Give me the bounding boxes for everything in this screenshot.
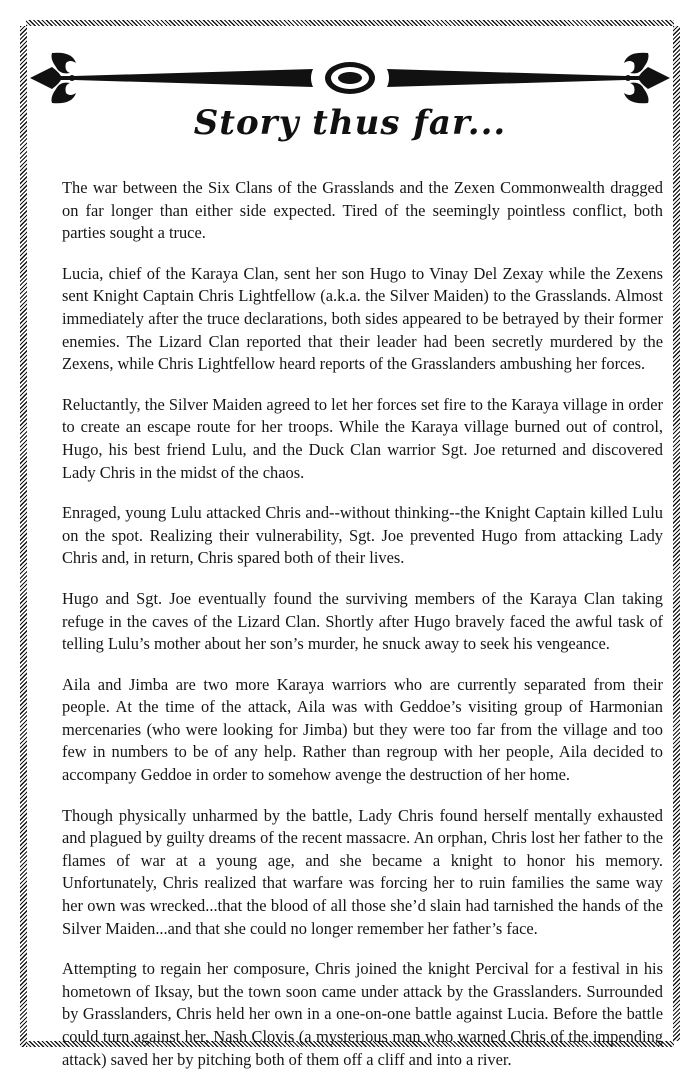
paragraph: Though physically unharmed by the battle, Lady Chris found herself mentally exhausted and plagued by guilty dreams of the recent massacre. An orphan, Chris lost her father to the flames of war at a young age, and she became a knight to honor his memory. Unfortunately, Chris realized that warfare was forcing her to ruin families the same way her own was wrecked...that the blood of all those she’d slain had tarnished the hands of the Silver Maiden...and that she could no longer remember her father’s face. bbox=[62, 805, 663, 938]
border-top bbox=[26, 20, 674, 26]
right-blade bbox=[387, 69, 626, 87]
page-title: Story thus far... bbox=[193, 103, 507, 143]
paragraph: Hugo and Sgt. Joe eventually found the surviving members of the Karaya Clan taking refuge in the caves of the Lizard Clan. Shortly after Hugo bravely faced the awful task of telling Lulu’s mother about her son’s murder, he snuck away to seek his vengeance. bbox=[62, 588, 663, 654]
left-fleur-tip bbox=[30, 67, 62, 89]
paragraph: Aila and Jimba are two more Karaya warriors who are currently separated from their people. At the time of the attack, Aila was with Geddoe’s visiting group of Harmonian mercenaries (who were looking for Jimba) but they were too far from the village and too few in numbers to be of any help. Rather than regroup with her people, Aila decided to accompany Geddoe in order to somehow avenge the destruction of her home. bbox=[62, 674, 663, 785]
border-right bbox=[673, 26, 680, 1041]
paragraph: Enraged, young Lulu attacked Chris and--without thinking--the Knight Captain killed Lulu on the spot. Realizing their vulnerability, Sgt. Joe prevented Hugo from attacking Lady Chris and, in return, Chris spared both of their lives. bbox=[62, 503, 663, 568]
left-blade bbox=[74, 69, 313, 87]
border-left bbox=[20, 26, 27, 1047]
right-fleur-tip bbox=[638, 67, 670, 89]
paragraph: Attempting to regain her composure, Chris joined the knight Percival for a festival in his hometown of Iksay, but the town soon came under attack by the Grasslanders. Surrounded by Grasslanders, Chris held her own in a one-on-one battle against Lucia. Before the battle could turn against her, Nash Clovis (a mysterious man who warned Chris of the impending attack) saved her by pitching both of them off a cliff and into a river. bbox=[62, 959, 663, 1069]
story-body bbox=[62, 177, 663, 1089]
paragraph: The war between the Six Clans of the Grasslands and the Zexen Commonwealth dragged on far longer than either side expected. Tired of the seemingly pointless conflict, both parties sought a truce. bbox=[62, 178, 663, 243]
fleur-de-lis-divider-icon bbox=[30, 45, 670, 110]
paragraph: Reluctantly, the Silver Maiden agreed to let her forces set fire to the Karaya village in order to create an escape route for her troops. While the Karaya village burned out of control, Hugo, his best friend Lulu, and the Duck Clan warrior Sgt. Joe returned and discovered Lady Chris in the midst of the chaos. bbox=[62, 394, 663, 482]
paragraph: Lucia, chief of the Karaya Clan, sent her son Hugo to Vinay Del Zexay while the Zexens sent Knight Captain Chris Lightfellow (a.k.a. the Silver Maiden) to the Grasslands. Almost immediately after the truce declarations, both sides appeared to be betrayed by their former enemies. The Lizard Clan reported that their leader had been secretly murdered by the Zexens, while Chris Lightfellow heard reports of the Grasslanders ambushing her forces. bbox=[62, 263, 663, 374]
